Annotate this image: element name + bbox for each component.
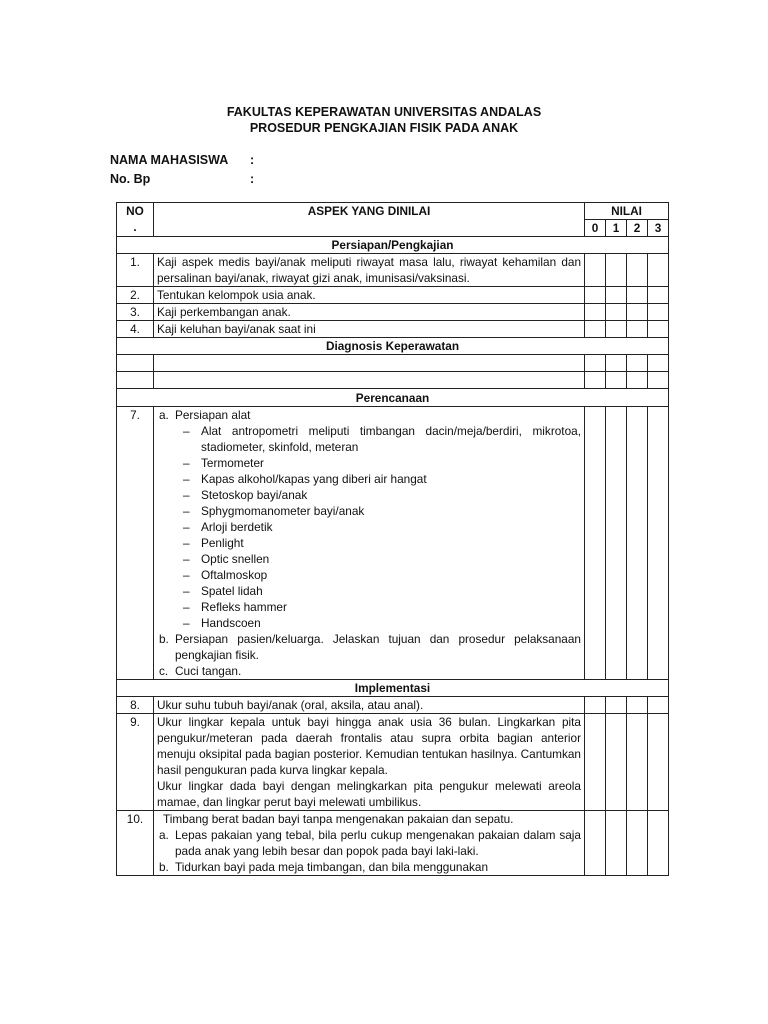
row-text xyxy=(154,811,585,876)
score-3-header: 3 xyxy=(648,220,669,237)
row-number: 4. xyxy=(117,321,154,338)
faculty-title: FAKULTAS KEPERAWATAN UNIVERSITAS ANDALAS xyxy=(226,105,542,119)
tool-name: Sphygmomanometer bayi/anak xyxy=(201,504,365,518)
score-cell-2[interactable] xyxy=(627,407,648,680)
tool-name: Kapas alkohol/kapas yang diberi air hangat xyxy=(201,472,427,486)
empty-row xyxy=(117,355,669,372)
section-row xyxy=(117,389,669,407)
tool-list-item xyxy=(157,551,581,567)
score-cell-3[interactable] xyxy=(648,287,669,304)
col-score-header: NILAI xyxy=(585,203,669,220)
section-row xyxy=(117,237,669,254)
score-cell-0[interactable] xyxy=(585,254,606,287)
student-name-row xyxy=(110,151,254,170)
score-cell-0[interactable] xyxy=(585,697,606,714)
empty-row xyxy=(117,372,669,389)
score-1-header: 1 xyxy=(606,220,627,237)
score-cell-1[interactable] xyxy=(606,714,627,811)
row-number: 3. xyxy=(117,304,154,321)
score-cell-0[interactable] xyxy=(585,372,606,389)
dash-marker: – xyxy=(183,488,190,502)
score-cell-0[interactable] xyxy=(585,355,606,372)
dash-marker: – xyxy=(183,584,190,598)
score-cell-1[interactable] xyxy=(606,321,627,338)
score-cell-1[interactable] xyxy=(606,372,627,389)
score-cell-2[interactable] xyxy=(627,321,648,338)
tool-name: Alat antropometri meliputi timbangan dacin/meja/berdiri, mikrotoa, stadiometer, skinfold, meteran xyxy=(201,424,581,454)
row-number: 8. xyxy=(117,697,154,714)
score-cell-1[interactable] xyxy=(606,254,627,287)
table-row xyxy=(117,811,669,876)
row-text: Kaji aspek medis bayi/anak meliputi riwayat masa lalu, riwayat kehamilan dan persalinan bayi/anak, riwayat gizi anak, imunisasi/vaksinasi. xyxy=(154,254,585,287)
score-cell-0[interactable] xyxy=(585,304,606,321)
row-text: Kaji perkembangan anak. xyxy=(154,304,585,321)
tool-name: Termometer xyxy=(201,456,264,470)
document-header xyxy=(0,104,768,136)
score-cell-2[interactable] xyxy=(627,287,648,304)
student-bp-row xyxy=(110,170,254,189)
score-cell-3[interactable] xyxy=(648,304,669,321)
row-number: 9. xyxy=(117,714,154,811)
assessment-table xyxy=(116,202,669,876)
row-number: 2. xyxy=(117,287,154,304)
procedure-title: PROSEDUR PENGKAJIAN FISIK PADA ANAK xyxy=(249,121,519,135)
section-implementation: Implementasi xyxy=(117,680,669,697)
list-item: b. Tidurkan bayi pada meja timbangan, dan bila menggunakan xyxy=(159,860,489,874)
row-number xyxy=(117,355,154,372)
paragraph: Ukur lingkar dada bayi dengan melingkarkan pita pengukur melewati areola mamae, dan lingkar perut bayi melewati umbilikus. xyxy=(157,779,581,809)
score-cell-0[interactable] xyxy=(585,811,606,876)
score-cell-0[interactable] xyxy=(585,407,606,680)
tool-list-item xyxy=(157,519,581,535)
row-number: 7. xyxy=(117,407,154,680)
row-text: Kaji keluhan bayi/anak saat ini xyxy=(154,321,585,338)
row-text: Ukur suhu tubuh bayi/anak (oral, aksila, atau anal). xyxy=(154,697,585,714)
score-cell-2[interactable] xyxy=(627,372,648,389)
score-cell-1[interactable] xyxy=(606,697,627,714)
table-row xyxy=(117,697,669,714)
score-cell-2[interactable] xyxy=(627,697,648,714)
section-diagnosis: Diagnosis Keperawatan xyxy=(117,338,669,355)
student-name-label: NAMA MAHASISWA xyxy=(110,153,229,167)
row-text[interactable] xyxy=(154,355,585,372)
tool-list-item xyxy=(157,423,581,455)
table-row xyxy=(117,714,669,811)
tool-name: Penlight xyxy=(201,536,244,550)
tool-name: Handscoen xyxy=(201,616,261,630)
section-row xyxy=(117,680,669,697)
col-no-header: NO . xyxy=(117,203,154,237)
score-cell-3[interactable] xyxy=(648,714,669,811)
tool-name: Stetoskop bayi/anak xyxy=(201,488,308,502)
student-bp-colon: : xyxy=(250,172,255,186)
dash-marker: – xyxy=(183,504,190,518)
paragraph: Ukur lingkar kepala untuk bayi hingga anak usia 36 bulan. Lingkarkan pita pengukur/meteran pada daerah frontalis atau supra orbita bagian anterior menuju oksipital pada bagian posterior. Kemudian tentukan hasilnya. Cantumkan hasil pengukuran pada kurva lingkar kepala. xyxy=(157,715,581,777)
score-2-header: 2 xyxy=(627,220,648,237)
table-row xyxy=(117,304,669,321)
score-cell-1[interactable] xyxy=(606,304,627,321)
score-0-header: 0 xyxy=(585,220,606,237)
student-name-colon: : xyxy=(250,153,255,167)
list-item: c. Cuci tangan. xyxy=(159,664,242,678)
section-preparation: Persiapan/Pengkajian xyxy=(117,237,669,254)
score-cell-3[interactable] xyxy=(648,254,669,287)
row-number xyxy=(117,372,154,389)
score-cell-2[interactable] xyxy=(627,304,648,321)
table-row xyxy=(117,321,669,338)
tool-name: Optic snellen xyxy=(201,552,270,566)
score-cell-1[interactable] xyxy=(606,287,627,304)
tool-list-item xyxy=(157,583,581,599)
score-cell-0[interactable] xyxy=(585,714,606,811)
tool-list-item xyxy=(157,487,581,503)
table-header-row xyxy=(117,203,669,220)
dash-marker: – xyxy=(183,552,190,566)
score-cell-3[interactable] xyxy=(648,372,669,389)
score-cell-2[interactable] xyxy=(627,811,648,876)
score-cell-2[interactable] xyxy=(627,254,648,287)
paragraph: Timbang berat badan bayi tanpa mengenakan pakaian dan sepatu. xyxy=(163,812,514,826)
row-text xyxy=(154,714,585,811)
score-cell-3[interactable] xyxy=(648,811,669,876)
table-row xyxy=(117,254,669,287)
score-cell-3[interactable] xyxy=(648,697,669,714)
score-cell-3[interactable] xyxy=(648,321,669,338)
tool-list-item xyxy=(157,503,581,519)
tool-list-item xyxy=(157,455,581,471)
tool-list xyxy=(157,423,581,631)
tool-name: Refleks hammer xyxy=(201,600,287,614)
dash-marker: – xyxy=(183,568,190,582)
score-cell-1[interactable] xyxy=(606,407,627,680)
dash-marker: – xyxy=(183,520,190,534)
tool-list-item xyxy=(157,615,581,631)
row-number: 10. xyxy=(117,811,154,876)
dash-marker: – xyxy=(183,600,190,614)
score-cell-1[interactable] xyxy=(606,355,627,372)
section-planning: Perencanaan xyxy=(117,389,669,407)
tool-list-item xyxy=(157,567,581,583)
score-cell-2[interactable] xyxy=(627,714,648,811)
row-number: 1. xyxy=(117,254,154,287)
score-cell-3[interactable] xyxy=(648,407,669,680)
tool-list-item xyxy=(157,599,581,615)
student-bp-label: No. Bp xyxy=(110,172,151,186)
row-text: Tentukan kelompok usia anak. xyxy=(154,287,585,304)
tool-name: Oftalmoskop xyxy=(201,568,268,582)
table-row xyxy=(117,407,669,680)
score-cell-0[interactable] xyxy=(585,287,606,304)
list-item: a. Persiapan alat xyxy=(159,408,251,422)
list-item: a. Lepas pakaian yang tebal, bila perlu cukup mengenakan pakaian dalam saja pada anak yang lebih besar dan popok pada bayi laki-laki. xyxy=(159,828,581,858)
dash-marker: – xyxy=(183,536,190,550)
score-cell-3[interactable] xyxy=(648,355,669,372)
dash-marker: – xyxy=(183,616,190,630)
tool-name: Arloji berdetik xyxy=(201,520,273,534)
section-row xyxy=(117,338,669,355)
row-text[interactable] xyxy=(154,372,585,389)
list-item: b. Persiapan pasien/keluarga. Jelaskan tujuan dan prosedur pelaksanaan pengkajian fisik. xyxy=(159,632,581,662)
table-row xyxy=(117,287,669,304)
dash-marker: – xyxy=(183,456,190,470)
tool-list-item xyxy=(157,535,581,551)
dash-marker: – xyxy=(183,472,190,486)
col-aspect-header: ASPEK YANG DINILAI xyxy=(154,203,585,237)
score-cell-0[interactable] xyxy=(585,321,606,338)
score-cell-2[interactable] xyxy=(627,355,648,372)
tool-name: Spatel lidah xyxy=(201,584,263,598)
row-text xyxy=(154,407,585,680)
dash-marker: – xyxy=(183,424,190,438)
score-cell-1[interactable] xyxy=(606,811,627,876)
tool-list-item xyxy=(157,471,581,487)
student-info xyxy=(110,151,254,189)
